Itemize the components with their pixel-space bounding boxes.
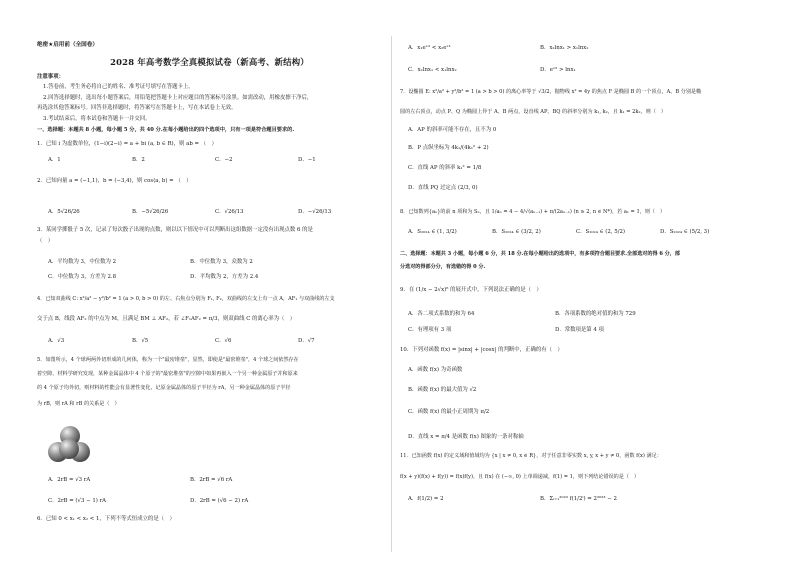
q1-option-a: A．1 <box>48 157 61 163</box>
q4-stem: 4．已知双曲线 C: x²/a² − y²/b² = 1 (a > 0, b > 0) 的左、右焦点分别为 F₁, F₂，双曲线的左支上有一点 A，AF₁ 与双曲线的左支 <box>37 296 335 302</box>
q2-option-c: C．√26/13 <box>215 209 244 215</box>
q7-option-c: C．直线 AP 的斜率 k₁² = 1/8 <box>408 165 482 171</box>
q11-stem-line: f(x + y)(f(x) + f(y)) = f(x)f(y)，且 f(x) 在 (−∞, 0) 上单调递减，f(1) = 1，则下列结论错误的是（ ） <box>400 474 640 480</box>
secret-label: 绝密★启用前（全国卷） <box>37 42 98 48</box>
note-item: 2.回答选择题时，选出每小题答案后，用铅笔把答题卡上对应题目的答案标号涂黑。如需改动，用橡皮擦干净后， <box>43 95 313 101</box>
q11-option-a: A．f(1/2) = 2 <box>408 496 444 502</box>
section2-heading-cont: 分选对的得部分分，有选错的得 0 分. <box>400 264 486 270</box>
q1-option-b: B．2 <box>132 157 145 163</box>
q9-option-a: A．各二项式系数的和为 64 <box>408 311 475 317</box>
q2-stem: 2．已知向量 a = (−1,1)，b = (−3,4)，则 cos⟨a, b⟩ = （ ） <box>37 178 192 184</box>
q2-option-a: A．5√26/26 <box>48 209 80 215</box>
section2-heading: 二、选择题：本题共 3 小题，每小题 6 分，共 18 分.在每小题给出的选项中，有多项符合题目要求.全部选对的得 6 分，部 <box>400 251 680 257</box>
q5-stem-line: 为 rB，则 rA 和 rB 的关系是（ ） <box>37 401 120 407</box>
q11-option-b: B．Σᵢ₌₁²⁰²³ f(1/2ⁱ) = 2²⁰²³ − 2 <box>540 496 617 502</box>
q3-stem-cont: （ ） <box>37 238 54 244</box>
q5-stem-line: 5．如图所示，4 个球两两外切形成的几何体，称为一个"最密堆垒"，显然，即使是"最密堆垒"，4 个球之间依然存在 <box>37 357 299 363</box>
q4-option-c: C．√6 <box>215 338 232 344</box>
q8-option-b: B．S₂₀₂₄ ∈ (3/2, 2) <box>492 229 541 235</box>
q4-option-a: A．√3 <box>48 338 65 344</box>
q6-option-a: A．x₁eˣ² < x₂eˣ¹ <box>408 45 451 51</box>
q10-option-c: C．函数 f(x) 的最小正周期为 π/2 <box>408 409 490 415</box>
q7-stem-line: 圆的左右顶点，动点 P、Q 为椭圆上异于 A、B 两点，设直线 AP、BQ 的斜率分别为 k₁, k₂，且 k₁ = 2k₂，则（ ） <box>400 109 666 115</box>
q6-option-c: C．x₂lnx₁ < x₁lnx₂ <box>408 67 457 73</box>
q6-option-b: B．x₂lnx₁ > x₁lnx₂ <box>540 45 589 51</box>
close-packed-spheres-figure <box>48 426 92 466</box>
q8-option-a: A．S₂₀₂₄ ∈ (1, 3/2) <box>408 229 457 235</box>
q1-option-c: C．−2 <box>215 157 233 163</box>
q6-option-d: D．eˣ² > lnx₁ <box>540 67 576 73</box>
q9-option-d: D．常数项是第 4 项 <box>555 327 604 333</box>
q3-stem: 3．某同学掷骰子 5 次，记录了每次骰子出现的点数，则以以下情况中可以判断出这组数据一定没有出现点数 6 的是 <box>37 227 313 233</box>
exam-title: 2028 年高考数学全真模拟试卷（新高考、新结构） <box>110 57 309 67</box>
q1-stem: 1．已知 i 为虚数单位，(1−i)(2−i) = a + bi (a, b ∈ R)，则 ab = （ ） <box>37 141 217 147</box>
q4-stem-cont: 交于点 B，线段 AF₂ 的中点为 M，且满足 BM ⊥ AF₂，若 ∠F₁AF₂ = π/3，则双曲线 C 的离心率为（ ） <box>37 316 296 322</box>
q5-option-a: A．2rB = √3 rA <box>48 477 91 483</box>
q5-stem-line: 的 4 个原子均外切，则材料的性能会有显著性变化，记原金属晶体的原子半径为 rA，另一种金属晶体的原子半径 <box>37 385 291 391</box>
q5-option-d: D．2rB = (√6 − 2) rA <box>190 498 249 504</box>
q2-option-b: B．−5√26/26 <box>132 209 169 215</box>
column-divider <box>391 36 392 552</box>
q2-option-d: D．−√26/13 <box>298 209 332 215</box>
q5-stem-line: 着空隙，材料学研究发现，某种金属晶体中 4 个原子的"最密堆垒"的空隙中如果再嵌入一个另一种金属原子并和原来 <box>37 371 298 377</box>
q8-stem: 8．已知数列{aₙ}的前 n 项和为 Sₙ，且 1/aₙ = 4 − 4/√(aₙ₋₁) + π/(2aₙ₋₁) (n ≥ 2, n ∈ N*)，若 a₁ = 1，则（ ） <box>400 209 666 215</box>
q7-option-a: A．AP 的斜率可能不存在，且不为 0 <box>408 127 497 133</box>
note-item: 再选涂其他答案标号。回答非选择题时，将答案写在答题卡上，写在本试卷上无效。 <box>37 105 237 111</box>
q7-stem-line: 7．设椭圆 E: x²/a² + y²/b² = 1 (a > b > 0) 的离心率等于 √3/2，抛物线 x² = 4y 的焦点 F 是椭圆 B 的一个顶点，A、B 分别是椭 <box>400 89 702 95</box>
q10-option-a: A．函数 f(x) 为奇函数 <box>408 367 463 373</box>
q11-stem-line: 11．已知函数 f(x) 的定义域和值域均为 {x | x ≠ 0, x ∈ R}，对于任意非零实数 x, y, x + y ≠ 0，函数 f(x) 满足： <box>400 453 662 459</box>
q10-stem: 10．下列对函数 f(x) = |sinx| + |cosx| 的判断中，正确的有（ ） <box>400 347 563 353</box>
section1-heading: 一、选择题：本题共 8 小题，每小题 5 分，共 40 分.在每小题给出的四个选项中，只有一项是符合题目要求的. <box>37 127 295 133</box>
q1-option-d: D．−1 <box>298 157 316 163</box>
notes-heading: 注意事项： <box>37 74 64 80</box>
q3-option-a: A．平均数为 3，中位数为 2 <box>48 259 117 265</box>
q7-option-b: B．P 点纵坐标为 4k₁/(4k₁² + 2) <box>408 145 489 151</box>
q4-option-b: B．√5 <box>132 338 149 344</box>
q8-option-d: D．S₂₀₂₄ ∈ (5/2, 3) <box>660 229 710 235</box>
q5-option-b: B．2rB = √6 rA <box>190 477 233 483</box>
q3-option-c: C．中位数为 3，方差为 2.8 <box>48 274 117 280</box>
q10-option-b: B．函数 f(x) 的最大值为 √2 <box>408 387 477 393</box>
q5-option-c: C．2rB = (√3 − 1) rA <box>48 498 107 504</box>
q9-option-c: C．有理项有 3 项 <box>408 327 452 333</box>
q3-option-b: B．中位数为 3，众数为 2 <box>190 259 253 265</box>
note-item: 1.答卷前，考生务必将自己的姓名、准考证号填写在答题卡上。 <box>43 84 194 90</box>
q6-stem: 6．已知 0 < x₁ < x₂ < 1，下列不等式恒成立的是（ ） <box>37 516 175 522</box>
q8-option-c: C．S₂₀₂₄ ∈ (2, 5/2) <box>576 229 626 235</box>
q10-option-d: D．直线 x = π/4 是函数 f(x) 图象的一条对称轴 <box>408 434 524 440</box>
sphere <box>59 439 79 459</box>
q3-option-d: D．平均数为 2，方差为 2.4 <box>190 274 259 280</box>
note-item: 3.考试结束后，将本试卷和答题卡一并交回。 <box>43 116 151 122</box>
q9-stem: 9．在 (1/x − 2√x)⁶ 的展开式中，下列说法正确的是（ ） <box>400 287 542 293</box>
q9-option-b: B．各项系数的绝对值的和为 729 <box>555 311 636 317</box>
q4-option-d: D．√7 <box>298 338 315 344</box>
q7-option-d: D．直线 PQ 过定点 (2/3, 0) <box>408 185 478 191</box>
